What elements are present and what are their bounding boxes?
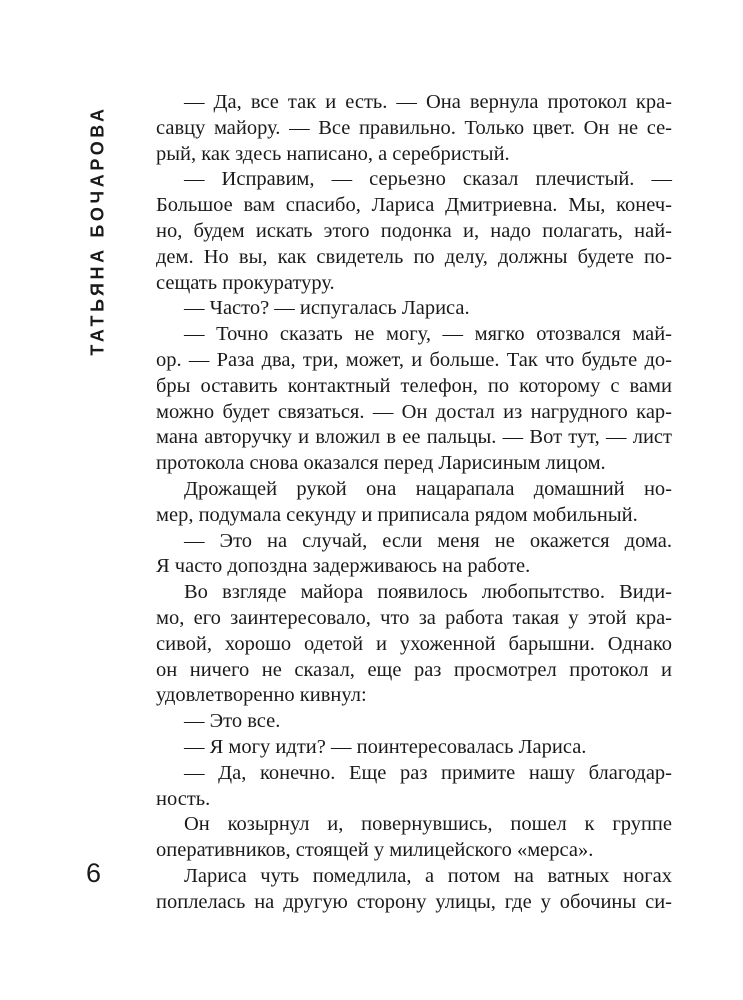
text-line: сивой, хорошо одетой и ухоженной барышни. Однако	[156, 632, 672, 655]
text-line: бры оставить контактный телефон, по которому с вами	[156, 374, 672, 397]
text-line: сещать прокуратуру.	[156, 271, 335, 294]
text-line: протокола снова оказался перед Ларисиным лицом.	[156, 452, 606, 475]
text-line: — Исправим, — серьезно сказал плечистый. —	[184, 168, 672, 191]
text-line: Лариса чуть помедлила, а потом на ватных ногах	[184, 864, 672, 887]
body-text	[156, 90, 672, 916]
text-line: дем. Но вы, как свидетель по делу, должны будете по-	[156, 245, 672, 268]
text-line: он ничего не сказал, еще раз просмотрел протокол и	[156, 658, 672, 681]
page-number: 6	[86, 858, 102, 888]
text-line: Дрожащей рукой она нацарапала домашний но-	[184, 477, 672, 500]
text-line: — Да, конечно. Еще раз примите нашу благодар-	[184, 761, 672, 784]
text-line: — Это все.	[184, 710, 281, 733]
text-line: мо, его заинтересовало, что за работа такая у этой кра-	[156, 606, 672, 629]
text-line: — Это на случай, если меня не окажется дома.	[184, 529, 672, 552]
text-line: можно будет связаться. — Он достал из нагрудного кар-	[156, 400, 672, 423]
text-line: — Часто? — испугалась Лариса.	[184, 297, 470, 320]
running-head	[80, 100, 116, 360]
text-line: рый, как здесь написано, а серебристый.	[156, 142, 510, 165]
text-line: но, будем искать этого подонка и, надо полагать, най-	[156, 219, 672, 242]
text-line: мана авторучку и вложил в ее пальцы. — Вот тут, — лист	[156, 426, 672, 449]
text-line: — Я могу идти? — поинтересовалась Лариса.	[184, 735, 587, 758]
text-line: поплелась на другую сторону улицы, где у обочины си-	[156, 890, 672, 913]
text-line: ор. — Раза два, три, может, и больше. Так что будьте до-	[156, 348, 672, 371]
text-line: — Точно сказать не могу, — мягко отозвался май-	[184, 323, 672, 346]
text-line: савцу майору. — Все правильно. Только цвет. Он не се-	[156, 116, 672, 139]
text-line: ность.	[156, 787, 211, 810]
text-line: оперативников, стоящей у милицейского «мерса».	[156, 839, 594, 862]
text-line: Во взгляде майора появилось любопытство. Види-	[184, 581, 672, 604]
text-line: — Да, все так и есть. — Она вернула протокол кра-	[184, 91, 672, 113]
text-line: мер, подумала секунду и приписала рядом мобильный.	[156, 503, 638, 526]
text-line: Я часто допоздна задерживаюсь на работе.	[156, 555, 531, 578]
text-line: удовлетворенно кивнул:	[156, 684, 367, 707]
text-line: Он козырнул и, повернувшись, пошел к группе	[184, 813, 672, 836]
text-line: Большое вам спасибо, Лариса Дмитриевна. Мы, конеч-	[156, 194, 672, 217]
author-name: ТАТЬЯНА БОЧАРОВА	[87, 104, 108, 356]
